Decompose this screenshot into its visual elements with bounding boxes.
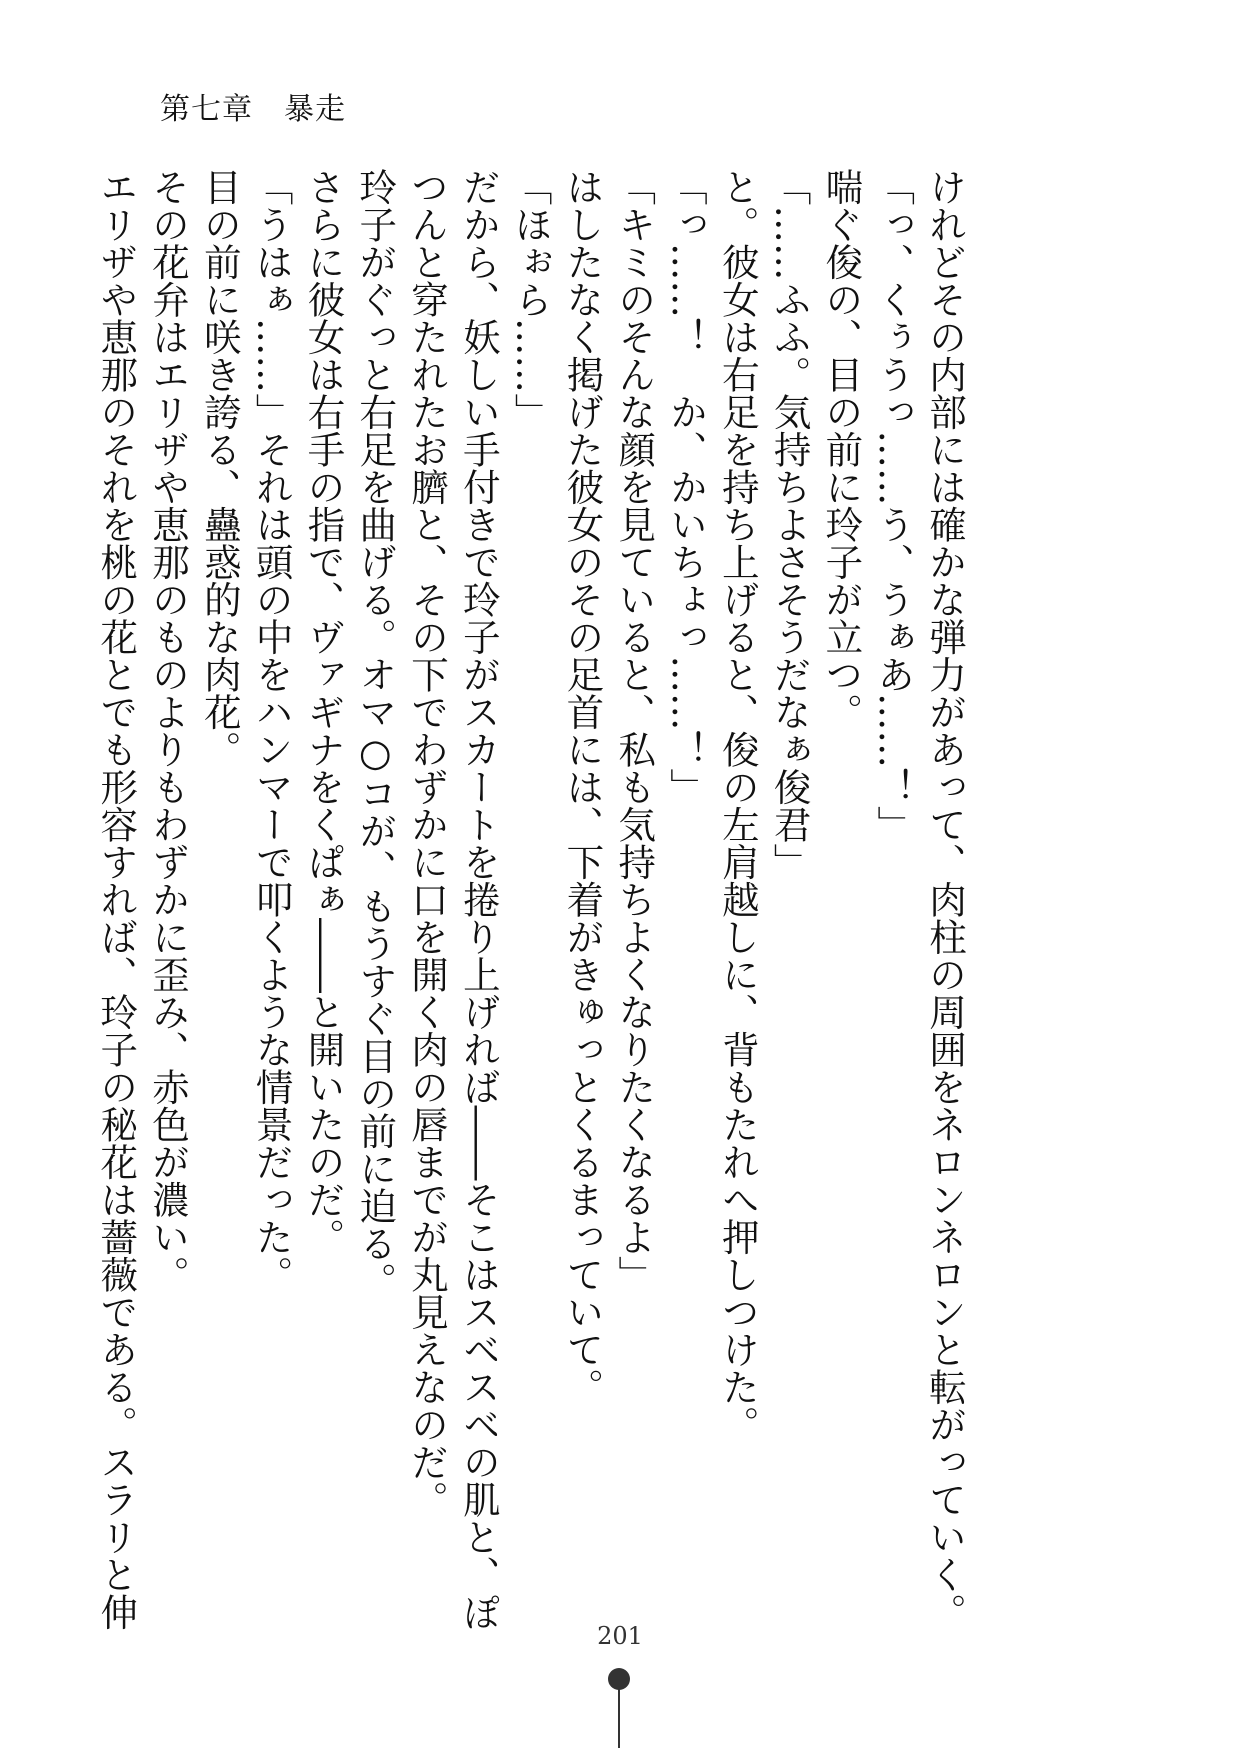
text-line-13: さらに彼女は右手の指で、ヴァギナをくぱぁ――と開いたのだ。 [301, 168, 346, 1256]
text-line-9: 「ほぉら……」 [508, 168, 553, 431]
text-line-14: 「うはぁ……」それは頭の中をハンマーで叩くような情景だった。 [249, 168, 294, 1293]
text-line-1: けれどその内部には確かな弾力があって、肉柱の周囲をネロンネロンと転がっていく。 [923, 168, 967, 1631]
page-marker-line [618, 1688, 620, 1748]
chapter-header: 第七章 暴走 [160, 92, 346, 127]
text-line-10: だから、妖しい手付きで玲子がスカートを捲り上げれば――そこはスベスベの肌と、ぽ [456, 168, 501, 1631]
text-line-3: 喘ぐ俊の、目の前に玲子が立つ。 [819, 168, 864, 731]
text-line-8: はしたなく掲げた彼女のその足首には、下着がきゅっとくるまっていて。 [560, 168, 605, 1406]
text-line-4: 「……ふふ。気持ちよさそうだなぁ俊君」 [767, 168, 812, 881]
text-line-6: 「っ……！ か、かいちょっ……！」 [664, 168, 709, 806]
text-line-16: その花弁はエリザや恵那のものよりもわずかに歪み、赤色が濃い。 [146, 168, 191, 1293]
text-line-7: 「キミのそんな顔を見ていると、私も気持ちよくなりたくなるよ」 [612, 168, 657, 1293]
body-text [89, 168, 970, 1631]
text-line-5: と。彼女は右足を持ち上げると、俊の左肩越しに、背もたれへ押しつけた。 [715, 168, 760, 1443]
text-line-12: 玲子がぐっと右足を曲げる。オマ○コが、もうすぐ目の前に迫る。 [353, 168, 398, 1300]
text-line-17: エリザや恵那のそれを桃の花とでも形容すれば、玲子の秘花は薔薇である。スラリと伸 [94, 168, 139, 1631]
text-line-11: つんと穿たれたお臍と、その下でわずかに口を開く肉の唇までが丸見えなのだ。 [405, 168, 450, 1518]
page-marker-dot [608, 1668, 630, 1690]
text-line-15: 目の前に咲き誇る、蠱惑的な肉花。 [197, 168, 242, 768]
text-line-2: 「っ、くぅうっ……う、うぁあ……！」 [871, 168, 916, 843]
page-number: 201 [597, 1622, 643, 1650]
